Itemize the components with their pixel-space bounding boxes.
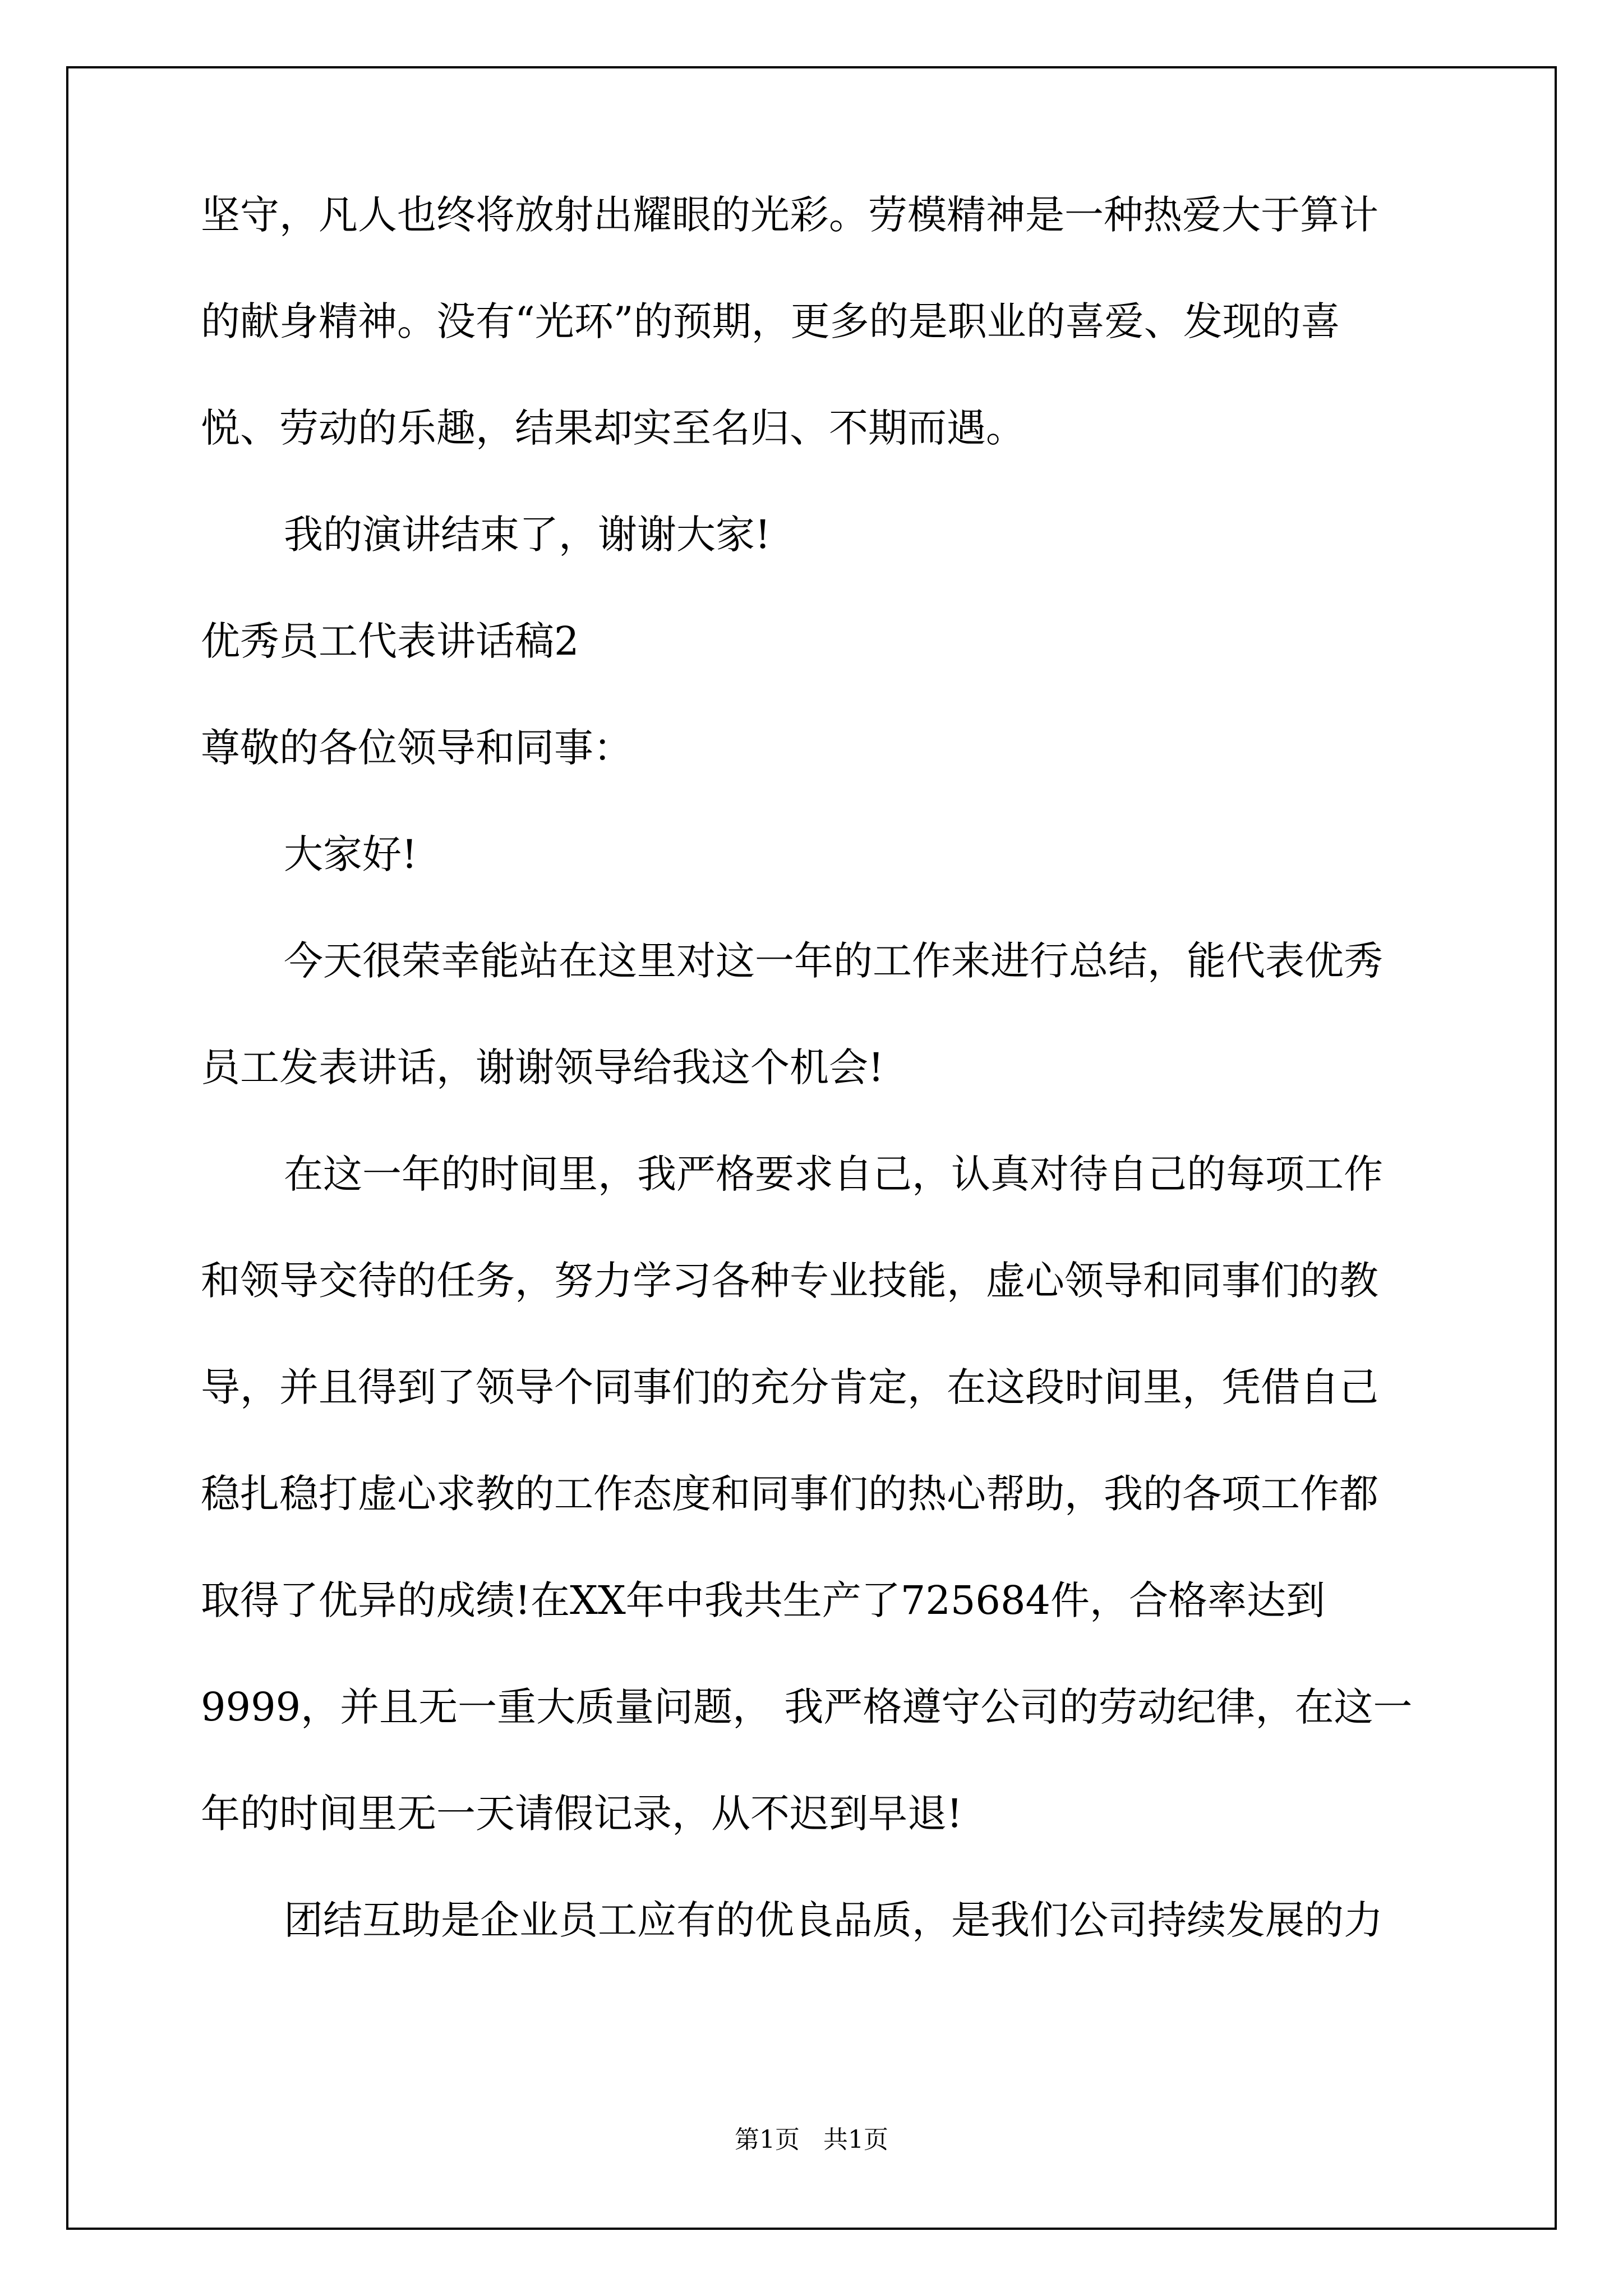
paragraph-line: 员工发表讲话，谢谢领导给我这个机会! <box>201 1045 884 1091</box>
paragraph-line: 悦、劳动的乐趣，结果却实至名归、不期而遇。 <box>201 405 1025 451</box>
paragraph-line: 坚守，凡人也终将放射出耀眼的光彩。劳模精神是一种热爱大于算计 <box>201 192 1378 238</box>
salutation: 尊敬的各位领导和同事： <box>201 725 633 771</box>
section-heading: 优秀员工代表讲话稿2 <box>201 618 579 664</box>
paragraph-line: 9999，并且无一重大质量问题， 我严格遵守公司的劳动纪律，在这一 <box>201 1684 1413 1730</box>
paragraph-line: 稳扎稳打虚心求教的工作态度和同事们的热心帮助，我的各项工作都 <box>201 1471 1378 1517</box>
paragraph-line: 在这一年的时间里，我严格要求自己，认真对待自己的每项工作 <box>284 1151 1383 1197</box>
paragraph-line: 团结互助是企业员工应有的优良品质，是我们公司持续发展的力 <box>284 1897 1383 1943</box>
page-footer: 第1页 共1页 <box>735 2125 888 2154</box>
paragraph-line: 年的时间里无一天请假记录，从不迟到早退! <box>201 1791 963 1837</box>
paragraph-line: 和领导交待的任务，努力学习各种专业技能，虚心领导和同事们的教 <box>201 1258 1378 1304</box>
paragraph-line: 今天很荣幸能站在这里对这一年的工作来进行总结，能代表优秀 <box>284 938 1383 984</box>
paragraph-line: 的献身精神。没有“光环”的预期，更多的是职业的喜爱、发现的喜 <box>201 298 1340 344</box>
greeting: 大家好! <box>284 831 418 877</box>
paragraph-line: 我的演讲结束了，谢谢大家! <box>284 512 771 558</box>
paragraph-line: 导，并且得到了领导个同事们的充分肯定，在这段时间里，凭借自己 <box>201 1364 1378 1410</box>
paragraph-line: 取得了优异的成绩!在XX年中我共生产了725684件，合格率达到 <box>201 1577 1326 1623</box>
